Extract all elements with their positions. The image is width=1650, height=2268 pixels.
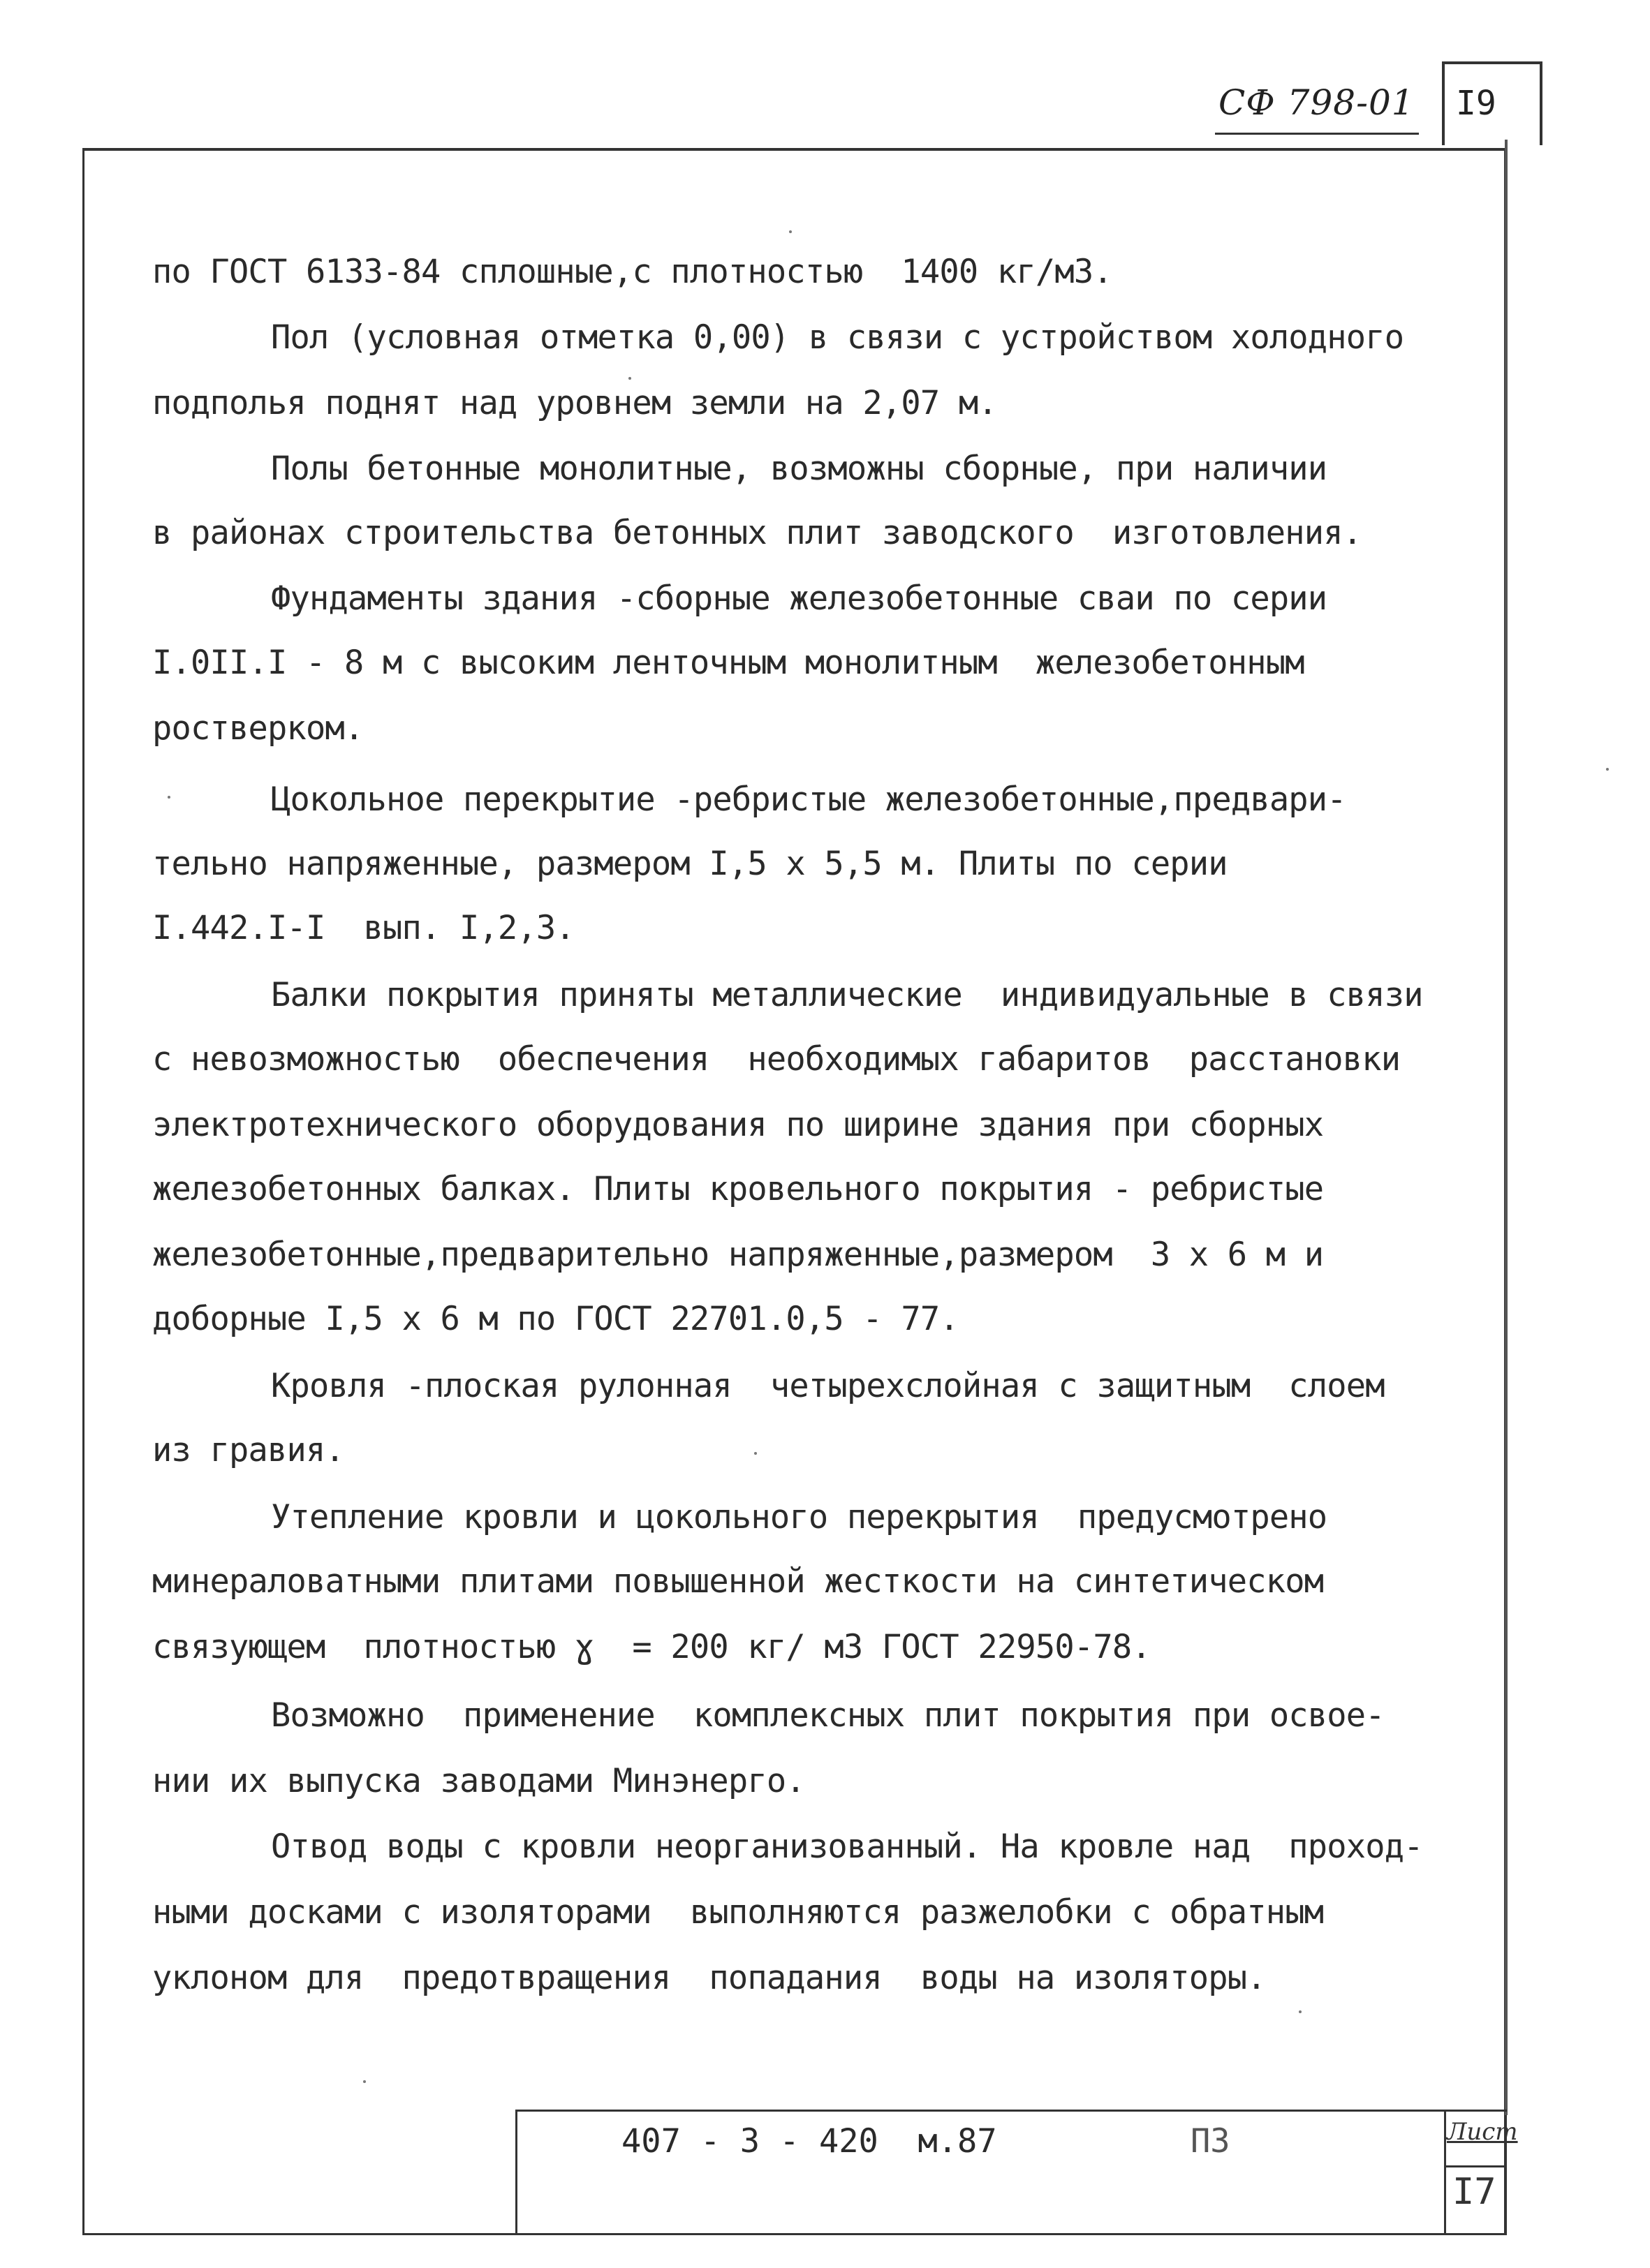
scan-speck [628,377,631,380]
text-line: ростверком. [152,709,364,748]
text-line: Цокольное перекрытие -ребристые железобетонные,предвари- [271,780,1346,819]
text-line: тельно напряженные, размером I,5 х 5,5 м. Плиты по серии [152,845,1228,883]
text-line: ными досками с изоляторами выполняются разжелобки с обратным [152,1893,1324,1932]
text-line: железобетонные,предварительно напряженные,размером 3 х 6 м и [152,1236,1324,1274]
text-line: минераловатными плитами повышенной жесткости на синтетическом [152,1562,1324,1601]
text-line: Кровля -плоская рулонная четырехслойная с защитным слоем [271,1367,1385,1405]
text-line: Фундаменты здания -сборные железобетонные сваи по серии [271,579,1327,618]
text-line: I.0II.I - 8 м с высоким ленточным монолитным железобетонным [152,644,1304,682]
sheet-label: Лист [1447,2118,1518,2146]
archive-underline [1215,133,1419,135]
text-line: Отвод воды с кровли неорганизованный. На кровле над проход- [271,1828,1423,1866]
frame-margin-line [1505,140,1508,2115]
text-line: железобетонных балках. Плиты кровельного покрытия - ребристые [152,1170,1324,1208]
text-line: доборные I,5 х 6 м по ГОСТ 22701.0,5 - 77. [152,1300,959,1338]
text-line: Возможно применение комплексных плит покрытия при освое- [271,1696,1385,1735]
text-line: Балки покрытия приняты металлические индивидуальные в связи [271,976,1423,1014]
text-line: Пол (условная отметка 0,00) в связи с устройством холодного [271,318,1404,357]
title-block-doc-type: ПЗ [1191,2122,1230,2160]
text-line: I.442.I-I вып. I,2,3. [152,909,575,947]
title-block-divider [1444,2110,1446,2235]
scan-speck [754,1452,757,1455]
page-number: I9 [1456,84,1496,123]
text-line: подполья поднят над уровнем земли на 2,07 м. [152,384,997,422]
text-line: связующем плотностью ɣ = 200 кг/ м3 ГОСТ 22950-78. [152,1628,1151,1666]
scan-speck [789,230,792,233]
scan-speck [168,796,170,799]
text-line: в районах строительства бетонных плит заводского изготовления. [152,514,1362,552]
sheet-number: I7 [1452,2171,1496,2213]
text-line: электротехнического оборудования по ширине здания при сборных [152,1106,1324,1144]
title-block-code: 407 - 3 - 420 м.87 [621,2122,997,2160]
text-line: по ГОСТ 6133-84 сплошные,с плотностью 1400 кг/м3. [152,253,1112,291]
scan-speck [363,2080,366,2083]
scan-speck [1606,768,1609,771]
text-line: нии их выпуска заводами Минэнерго. [152,1762,805,1800]
text-line: Утепление кровли и цокольного перекрытия предусмотрено [271,1498,1327,1536]
scan-speck [1299,2010,1302,2013]
title-block-hline [1444,2165,1507,2167]
text-line: уклоном для предотвращения попадания воды на изоляторы. [152,1959,1266,1997]
text-line: с невозможностью обеспечения необходимых габаритов расстановки [152,1040,1401,1079]
archive-code: СФ 798-01 [1218,82,1415,123]
text-line: из гравия. [152,1431,344,1469]
text-line: Полы бетонные монолитные, возможны сборные, при наличии [271,450,1327,488]
